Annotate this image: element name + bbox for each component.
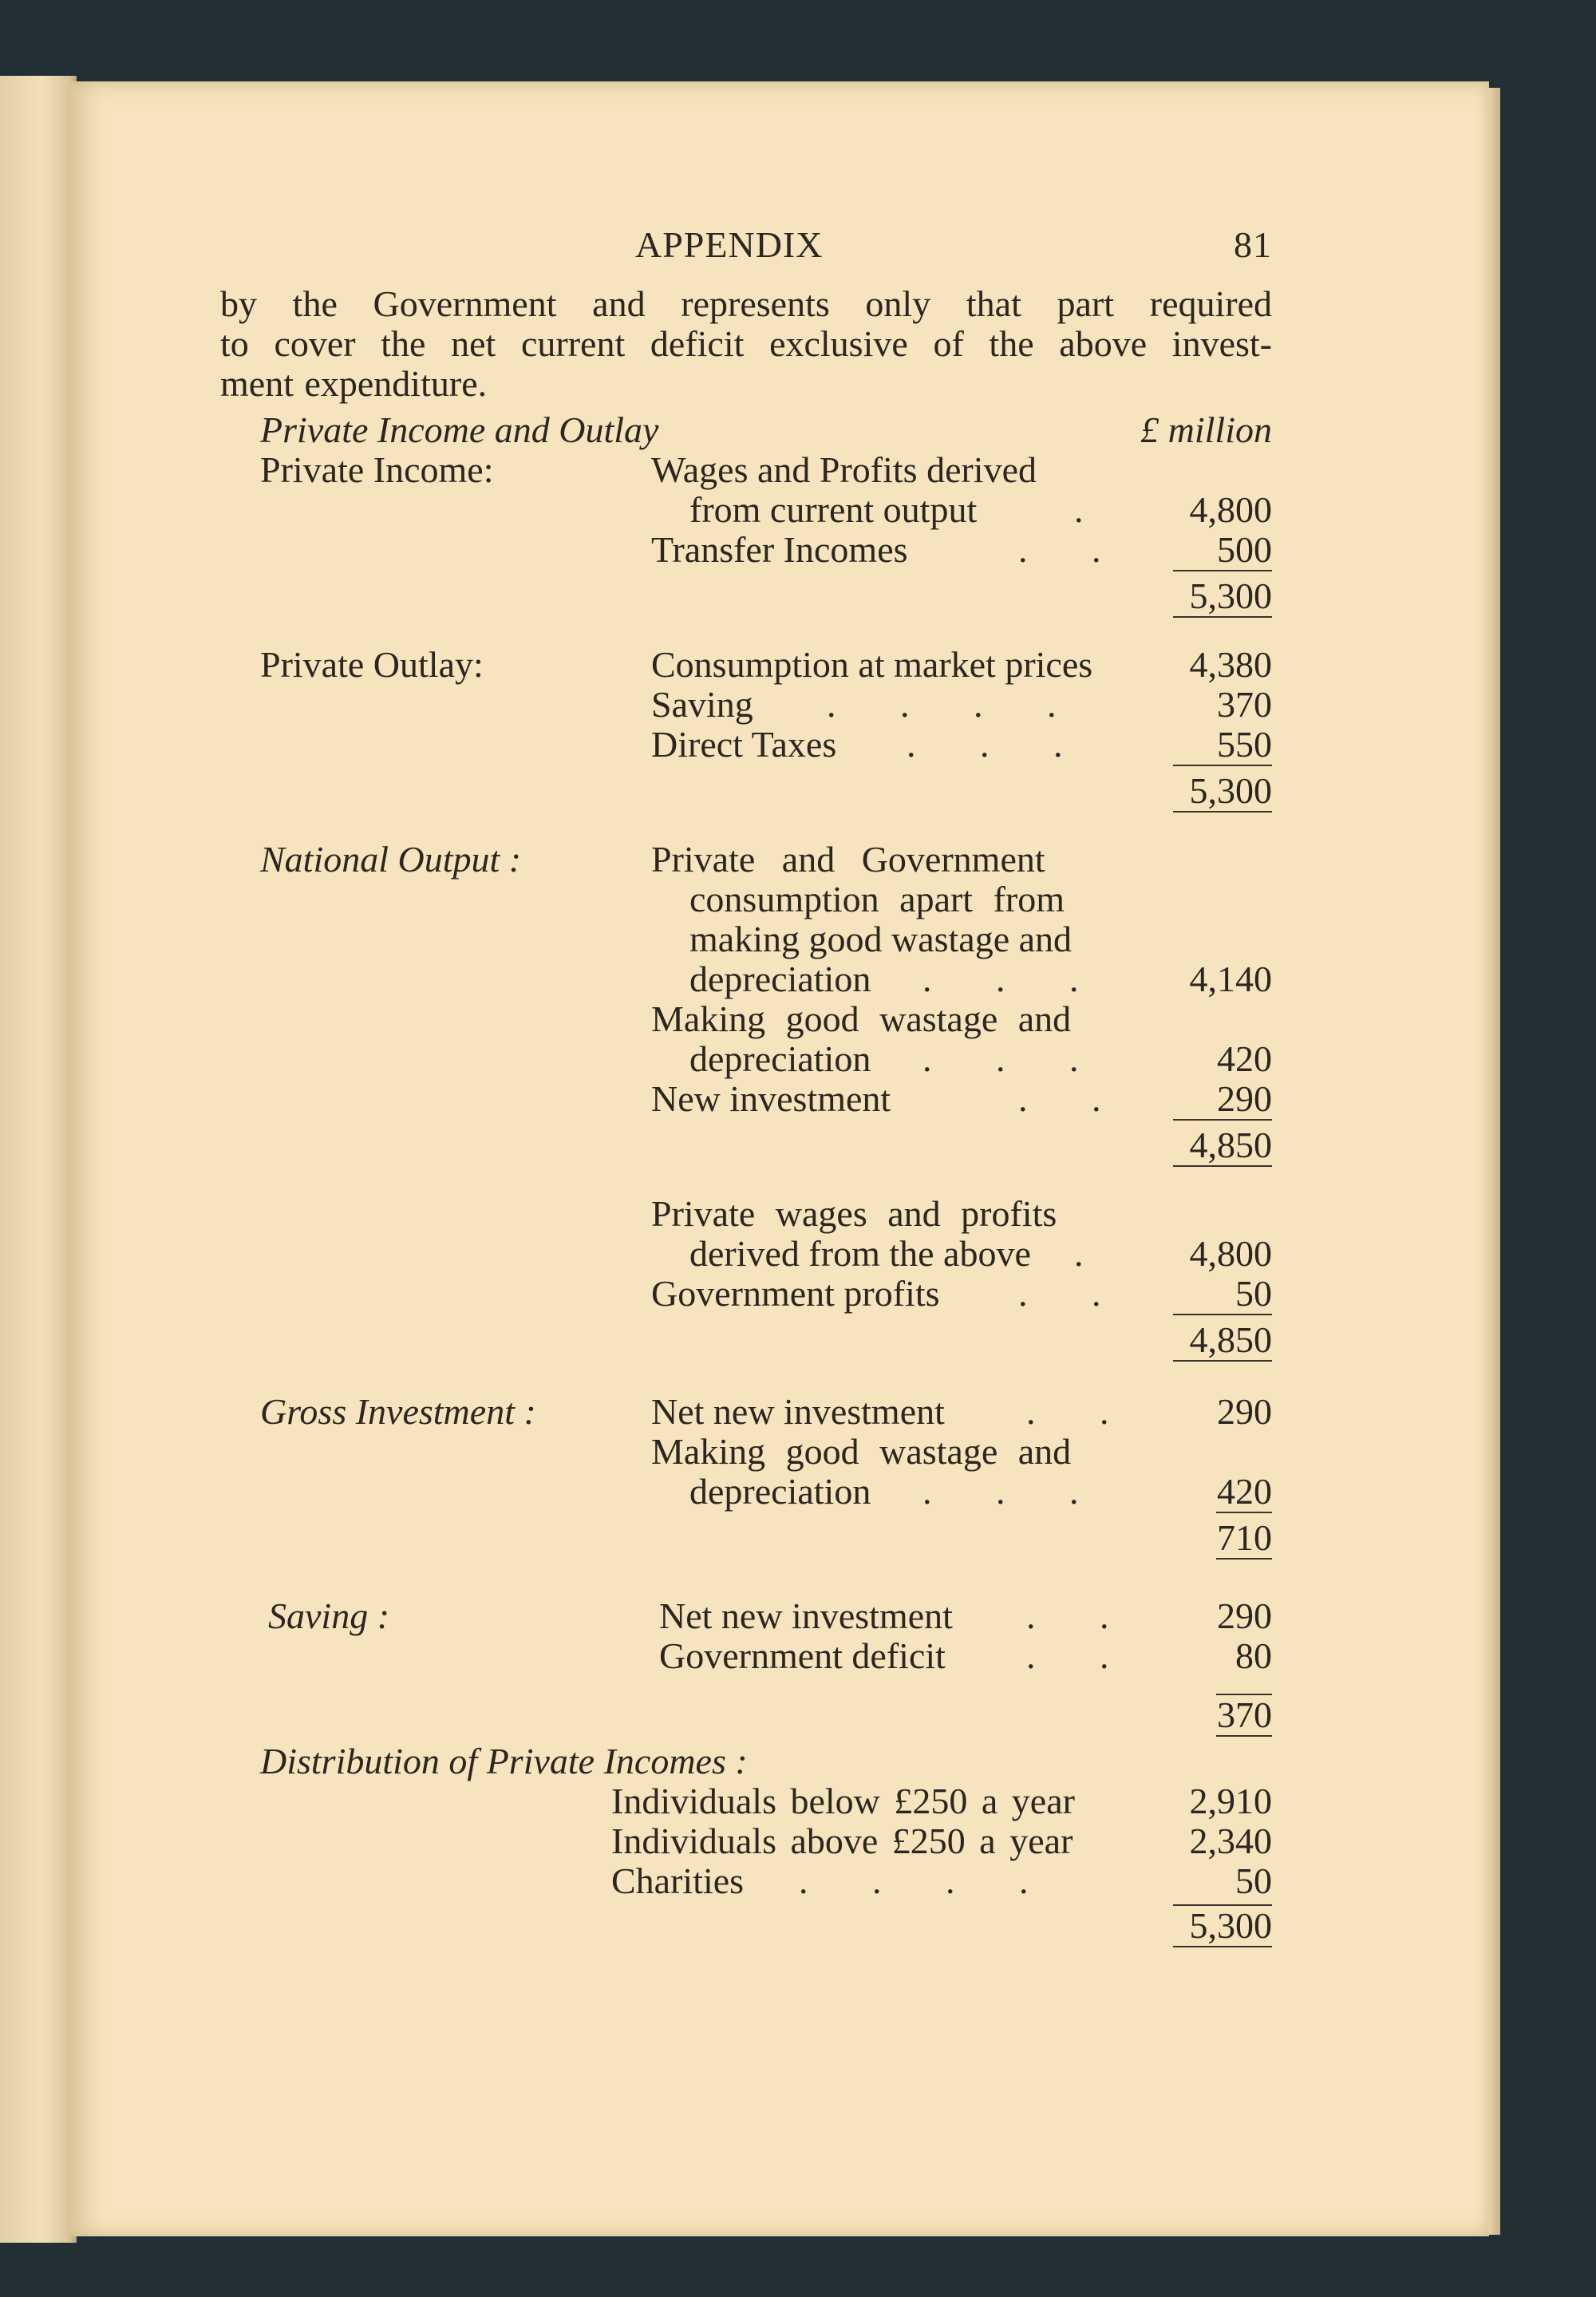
- investment-value: 290: [1217, 1391, 1272, 1432]
- unit-label: £ million: [1140, 409, 1272, 450]
- output-value: 50: [1173, 1274, 1272, 1315]
- outlay-value: 550: [1173, 725, 1272, 766]
- output-total: 4,850: [1173, 1320, 1272, 1362]
- section-title: Private Income and Outlay: [260, 409, 659, 450]
- outlay-value: 4,380: [1189, 644, 1272, 685]
- private-income-section: Private Income: Wages and Profits derived from current output . 4,800 Transfer Incomes . . 500 5,300: [260, 449, 1272, 616]
- investment-value: 420: [1217, 1471, 1272, 1512]
- gross-investment-label: Gross Investment :: [260, 1391, 536, 1432]
- intro-line: ment expenditure.: [220, 363, 488, 404]
- distribution-item: Individuals above £250 a year: [611, 1821, 1073, 1861]
- output-item-continued: making good wastage and: [689, 919, 1073, 959]
- outlay-total: 5,300: [1173, 771, 1272, 812]
- running-head: [220, 225, 1272, 273]
- output-value: 420: [1217, 1038, 1272, 1079]
- saving-label: Saving :: [268, 1595, 390, 1636]
- outlay-value: 370: [1217, 684, 1272, 725]
- left-page-edge: [0, 76, 77, 2243]
- output-item-continued: derived from the above: [689, 1233, 1031, 1274]
- investment-item-continued: depreciation: [689, 1471, 871, 1512]
- running-head-title: APPENDIX: [635, 224, 824, 265]
- income-value: 500: [1173, 530, 1272, 571]
- output-total: 4,850: [1173, 1125, 1272, 1167]
- output-item-continued: depreciation: [689, 1038, 871, 1079]
- page-content: [220, 225, 1272, 1957]
- distribution-label: Distribution of Private Incomes :: [260, 1741, 748, 1781]
- intro-line: to cover the net current deficit exclusive of the above invest-: [220, 323, 1272, 364]
- output-item: Private wages and profits: [651, 1193, 1057, 1234]
- output-value: 4,800: [1189, 1233, 1272, 1274]
- income-item: Transfer Incomes: [651, 529, 908, 570]
- outlay-item: Direct Taxes: [651, 724, 837, 765]
- output-item: Making good wastage and: [651, 998, 1072, 1039]
- private-outlay-label: Private Outlay:: [260, 644, 484, 685]
- investment-item: Making good wastage and: [651, 1431, 1072, 1472]
- distribution-total: 5,300: [1173, 1904, 1272, 1947]
- page-number: 81: [1234, 224, 1272, 265]
- output-item-continued: depreciation: [689, 959, 871, 999]
- intro-paragraph: [220, 284, 1272, 404]
- distribution-section: Distribution of Private Incomes : Individuals below £250 a year 2,910 Individuals above £250 a year 2,340 Charities . . . . 50 5,300: [260, 1741, 1272, 1946]
- saving-value: 290: [1217, 1595, 1272, 1636]
- saving-value: 80: [1235, 1635, 1272, 1676]
- distribution-item: Charities: [611, 1860, 745, 1901]
- national-output-label: National Output :: [260, 839, 522, 880]
- income-value: 4,800: [1189, 489, 1272, 530]
- income-total: 5,300: [1173, 576, 1272, 618]
- saving-section: Saving : Net new investment . . 290 Government deficit . . 80 370: [268, 1595, 1272, 1735]
- saving-total: 370: [1217, 1694, 1272, 1735]
- saving-item: Net new investment: [659, 1595, 953, 1636]
- national-output-section: National Output : Private and Government consumption apart from making good wastage and depreciation . . . 4,140 Making good wastage and depreciation . . . 420 New investment . . 290 4,850 Private wages and profits derived from the above . 4,800 Government profits . . 50 4,850: [260, 839, 1272, 1360]
- section-header: [220, 410, 1272, 450]
- output-item: Government profits: [651, 1273, 940, 1314]
- investment-item: Net new investment: [651, 1391, 945, 1432]
- saving-item: Government deficit: [659, 1635, 946, 1676]
- outlay-item: Saving: [651, 684, 753, 725]
- output-value: 4,140: [1189, 959, 1272, 999]
- output-item: Private and Government: [651, 839, 1045, 880]
- gross-investment-section: Gross Investment : Net new investment . . 290 Making good wastage and depreciation . . . 420 710: [260, 1391, 1272, 1558]
- intro-line: by the Government and represents only that part required: [220, 283, 1272, 324]
- private-income-label: Private Income:: [260, 449, 494, 490]
- outlay-item: Consumption at market prices: [651, 644, 1093, 685]
- output-item-continued: consumption apart from: [689, 879, 1065, 919]
- output-value: 290: [1173, 1079, 1272, 1121]
- investment-total: 710: [1217, 1517, 1272, 1558]
- distribution-value: 2,340: [1189, 1821, 1272, 1861]
- distribution-item: Individuals below £250 a year: [611, 1781, 1075, 1821]
- output-item: New investment: [651, 1078, 891, 1119]
- distribution-value: 50: [1235, 1860, 1272, 1901]
- distribution-value: 2,910: [1189, 1781, 1272, 1821]
- income-item-continued: from current output: [689, 489, 978, 530]
- private-outlay-section: Private Outlay: Consumption at market prices 4,380 Saving . . . . 370 Direct Taxes . . . 550 5,300: [260, 644, 1272, 811]
- income-item: Wages and Profits derived: [651, 449, 1037, 490]
- page-edge: [1489, 88, 1500, 2235]
